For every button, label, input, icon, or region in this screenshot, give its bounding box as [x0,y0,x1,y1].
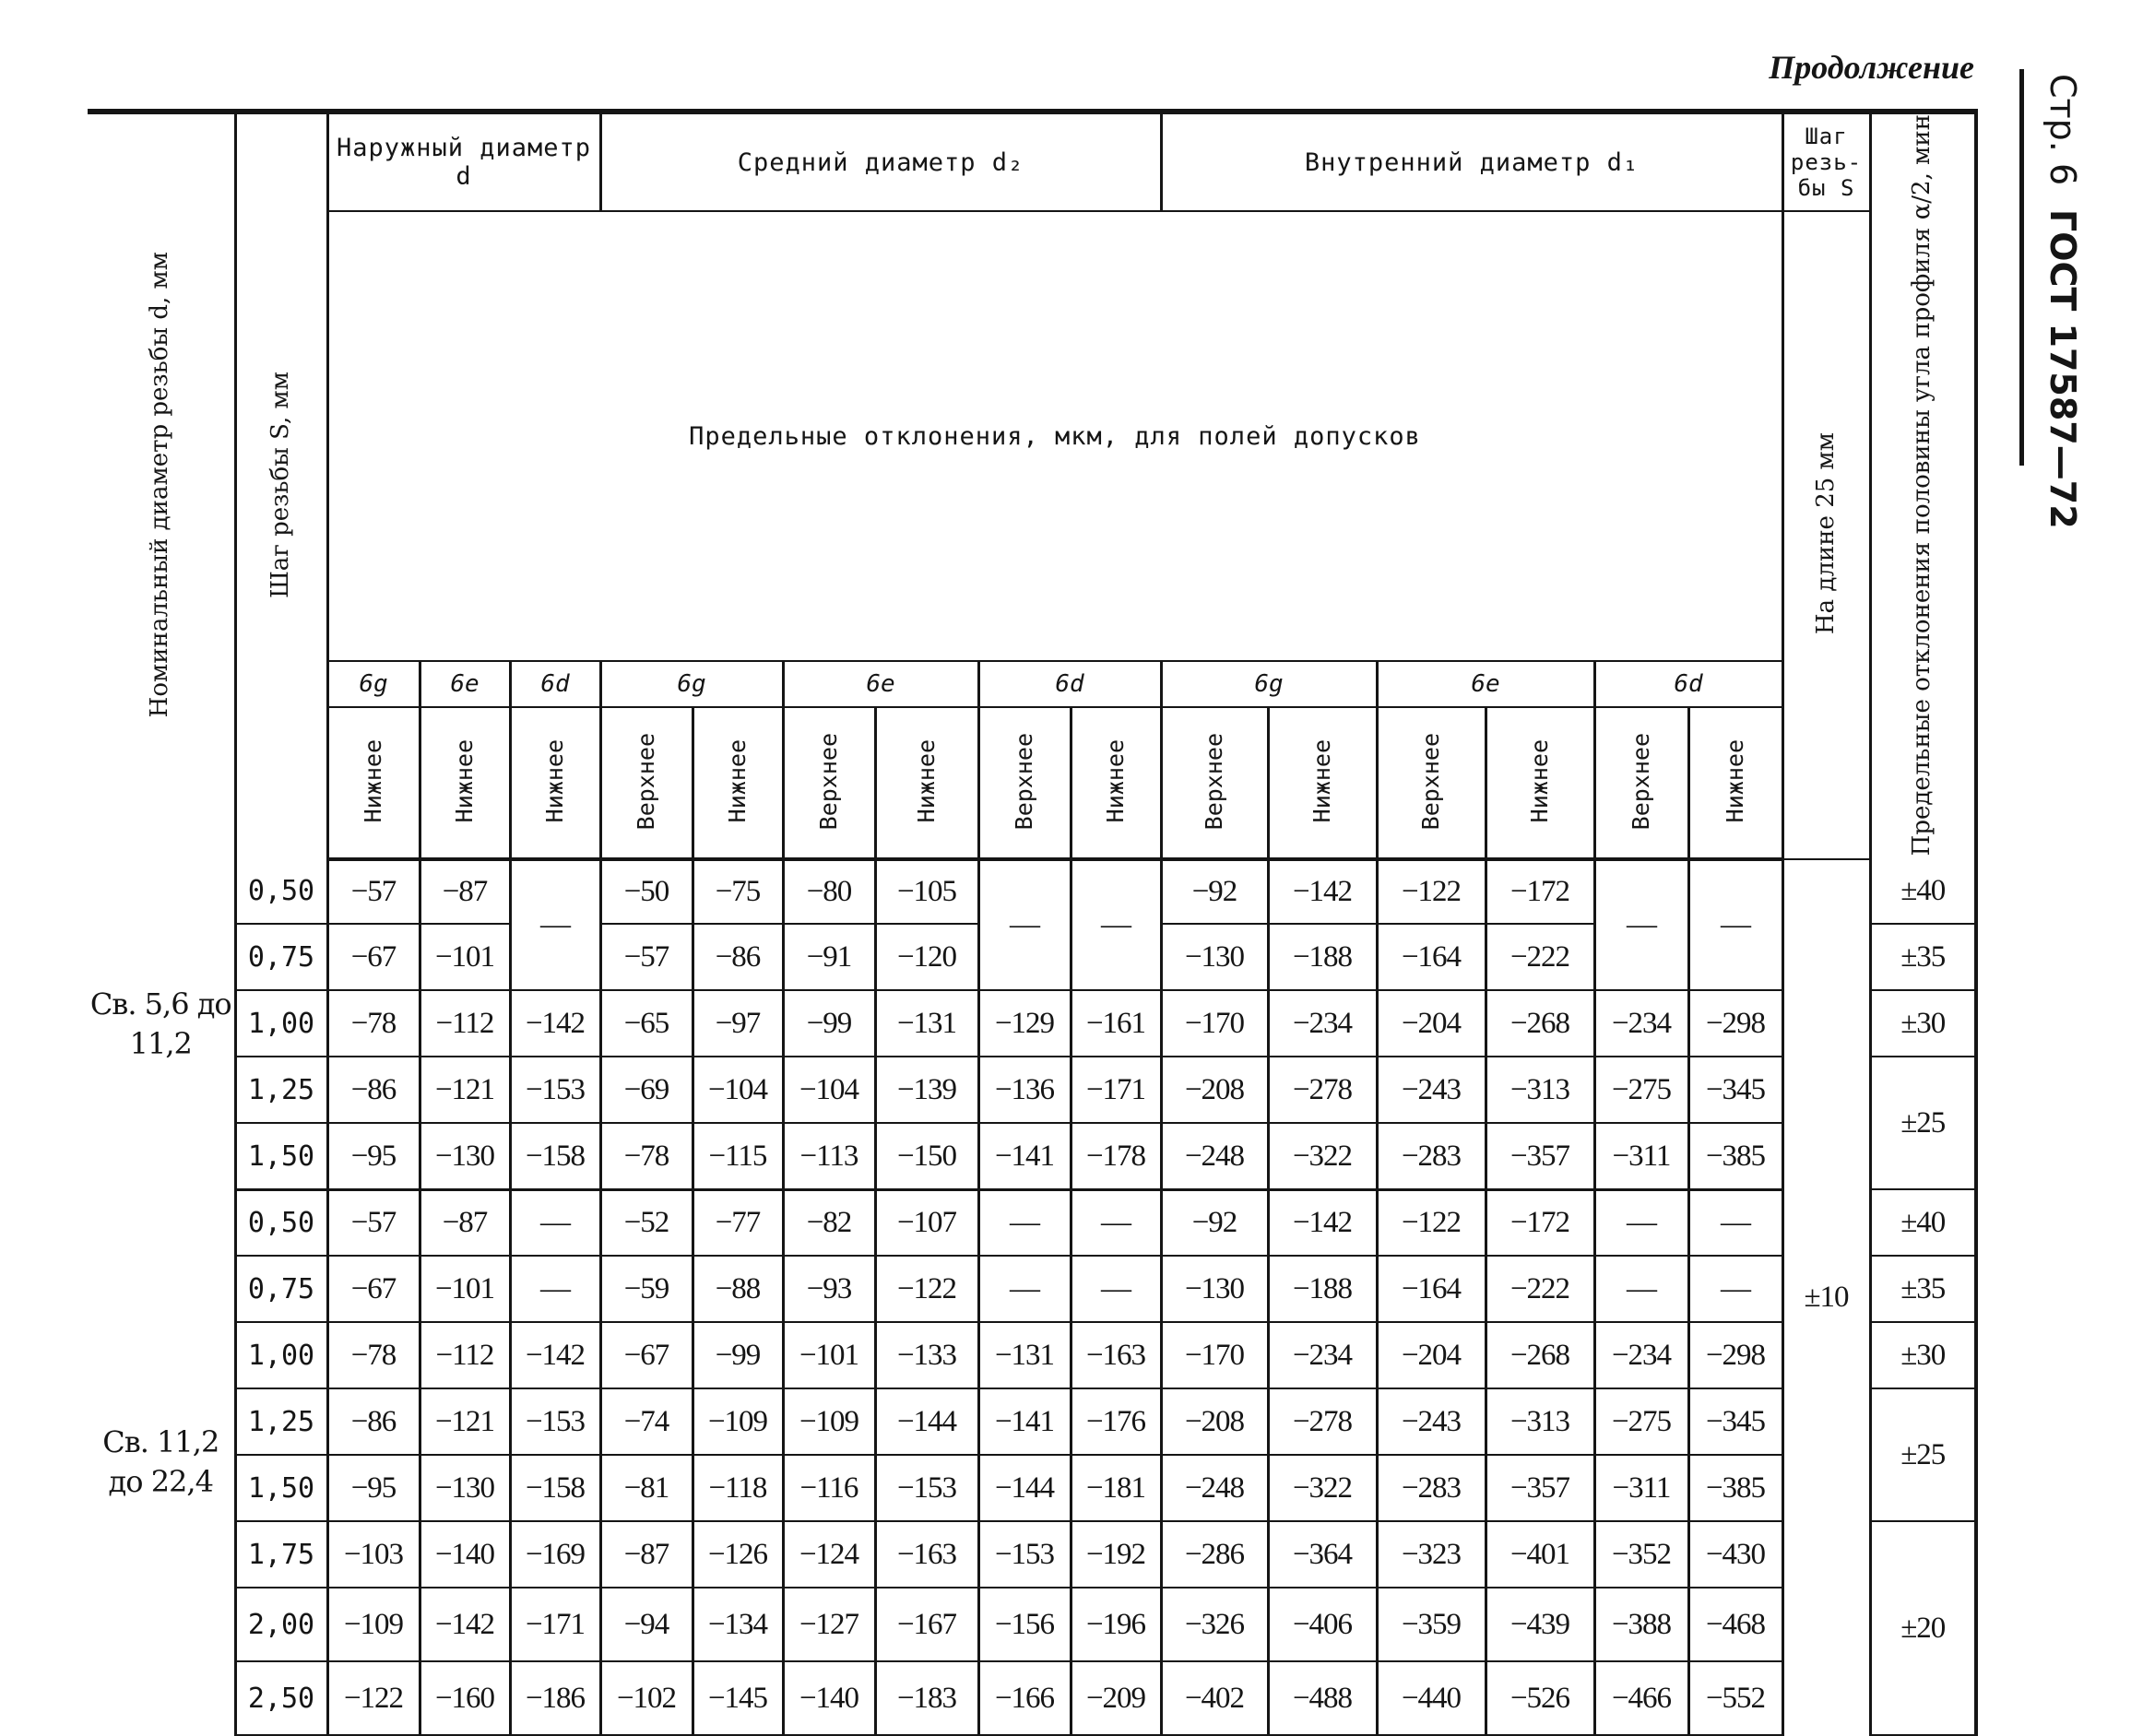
value-cell: −75 [693,859,783,924]
value-cell: −97 [693,990,783,1057]
value-cell: −298 [1688,990,1782,1057]
value-cell: −57 [327,859,420,924]
value-cell: −141 [978,1388,1071,1455]
value-cell: — [1594,1189,1688,1256]
value-cell: −140 [420,1521,510,1588]
value-cell: −103 [327,1521,420,1588]
value-cell: −142 [510,990,600,1057]
value-cell: −186 [510,1661,600,1735]
value-cell: −131 [875,990,978,1057]
angle-deviation-cell: ±35 [1870,1256,1976,1322]
value-cell: −178 [1071,1123,1161,1189]
value-cell: −81 [600,1455,693,1521]
table-row [88,1123,1976,1189]
value-cell: −130 [1161,924,1268,990]
per-length-header: На длине 25 мм [1782,211,1870,859]
value-cell: — [978,1189,1071,1256]
col-lower: Нижнее [420,707,510,859]
value-cell: −107 [875,1189,978,1256]
value-cell: −112 [420,990,510,1057]
col-lower: Нижнее [327,707,420,859]
value-cell: −150 [875,1123,978,1189]
table-body [88,859,1976,1735]
value-cell: — [510,859,600,990]
value-cell: — [1071,1256,1161,1322]
value-cell: −552 [1688,1661,1782,1735]
value-cell: — [978,859,1071,990]
value-cell: −209 [1071,1661,1161,1735]
value-cell: −385 [1688,1455,1782,1521]
angle-deviation-cell: ±25 [1870,1057,1976,1189]
table-row [88,1521,1976,1588]
value-cell: −298 [1688,1322,1782,1388]
value-cell: −50 [600,859,693,924]
value-cell: −188 [1268,1256,1377,1322]
col-upper: Верхнее [783,707,875,859]
value-cell: −322 [1268,1455,1377,1521]
value-cell: −171 [510,1588,600,1661]
value-cell: −163 [1071,1322,1161,1388]
value-cell: −92 [1161,859,1268,924]
value-cell: −278 [1268,1388,1377,1455]
value-cell: −468 [1688,1588,1782,1661]
value-cell: −104 [693,1057,783,1123]
value-cell: −323 [1377,1521,1486,1588]
value-cell: −176 [1071,1388,1161,1455]
angle-deviation-cell: ±30 [1870,1322,1976,1388]
value-cell: −204 [1377,1322,1486,1388]
table-row [88,1388,1976,1455]
table-row [88,1661,1976,1735]
value-cell: −243 [1377,1057,1486,1123]
value-cell: −121 [420,1388,510,1455]
table-row [88,1189,1976,1256]
value-cell: −139 [875,1057,978,1123]
value-cell: −526 [1486,1661,1594,1735]
col-lower: Нижнее [875,707,978,859]
value-cell: −65 [600,990,693,1057]
value-cell: — [1071,1189,1161,1256]
field-6d-d: 6d [510,661,600,707]
value-cell: −243 [1377,1388,1486,1455]
value-cell: −94 [600,1588,693,1661]
value-cell: −188 [1268,924,1377,990]
value-cell: −87 [420,859,510,924]
value-cell: −144 [875,1388,978,1455]
value-cell: −275 [1594,1057,1688,1123]
thread-step-cell: 1,25 [235,1057,327,1123]
field-6e-d1: 6e [1377,661,1594,707]
value-cell: −268 [1486,990,1594,1057]
value-cell: −67 [600,1322,693,1388]
value-cell: −74 [600,1388,693,1455]
value-cell: −208 [1161,1057,1268,1123]
value-cell: −170 [1161,990,1268,1057]
value-cell: −91 [783,924,875,990]
value-cell: −78 [327,1322,420,1388]
value-cell: −127 [783,1588,875,1661]
angle-deviation-cell: ±40 [1870,859,1976,924]
value-cell: −78 [327,990,420,1057]
thread-step-cell: 2,00 [235,1588,327,1661]
value-cell: −120 [875,924,978,990]
value-cell: −113 [783,1123,875,1189]
field-6d-d2: 6d [978,661,1161,707]
value-cell: −142 [1268,1189,1377,1256]
value-cell: −326 [1161,1588,1268,1661]
value-cell: −142 [1268,859,1377,924]
value-cell: −141 [978,1123,1071,1189]
col-lower: Нижнее [1688,707,1782,859]
value-cell: −234 [1268,1322,1377,1388]
value-cell: −57 [600,924,693,990]
thread-step-cell: 0,50 [235,859,327,924]
value-cell: −208 [1161,1388,1268,1455]
value-cell: −222 [1486,1256,1594,1322]
value-cell: — [510,1189,600,1256]
value-cell: −181 [1071,1455,1161,1521]
value-cell: −401 [1486,1521,1594,1588]
value-cell: −313 [1486,1057,1594,1123]
value-cell: −131 [978,1322,1071,1388]
field-6e-d2: 6e [783,661,978,707]
value-cell: −130 [420,1123,510,1189]
value-cell: −158 [510,1455,600,1521]
value-cell: −359 [1377,1588,1486,1661]
value-cell: −93 [783,1256,875,1322]
value-cell: −286 [1161,1521,1268,1588]
thread-step-cell: 1,75 [235,1521,327,1588]
value-cell: −126 [693,1521,783,1588]
tolerance-table [88,109,1978,1736]
value-cell: — [1594,859,1688,990]
value-cell: −402 [1161,1661,1268,1735]
table-header [88,112,1976,859]
value-cell: −99 [693,1322,783,1388]
value-cell: −153 [875,1455,978,1521]
value-cell: −86 [327,1057,420,1123]
value-cell: −248 [1161,1455,1268,1521]
value-cell: −109 [783,1388,875,1455]
value-cell: −278 [1268,1057,1377,1123]
middle-diameter-header: Средний диаметр d₂ [600,112,1161,211]
value-cell: −183 [875,1661,978,1735]
field-6g-d2: 6g [600,661,783,707]
value-cell: −196 [1071,1588,1161,1661]
table-row [88,990,1976,1057]
value-cell: −385 [1688,1123,1782,1189]
value-cell: −86 [693,924,783,990]
value-cell: — [1688,859,1782,990]
standard-number: ГОСТ 17587—72 [2042,209,2083,529]
value-cell: −158 [510,1123,600,1189]
value-cell: −142 [510,1322,600,1388]
col-lower: Нижнее [510,707,600,859]
table-row [88,859,1976,924]
value-cell: −122 [327,1661,420,1735]
thread-step-cell: 1,00 [235,990,327,1057]
value-cell: −357 [1486,1123,1594,1189]
thread-step-cell: 1,00 [235,1322,327,1388]
value-cell: −130 [1161,1256,1268,1322]
value-cell: −144 [978,1455,1071,1521]
value-cell: −153 [510,1388,600,1455]
angle-deviation-cell: ±30 [1870,990,1976,1057]
value-cell: −488 [1268,1661,1377,1735]
value-cell: −133 [875,1322,978,1388]
value-cell: — [510,1256,600,1322]
value-cell: −122 [1377,1189,1486,1256]
value-cell: −52 [600,1189,693,1256]
value-cell: −102 [600,1661,693,1735]
thread-step-cell: 0,75 [235,924,327,990]
value-cell: −164 [1377,1256,1486,1322]
outer-diameter-header: Наружный диаметр d [327,112,600,211]
value-cell: −130 [420,1455,510,1521]
value-cell: −466 [1594,1661,1688,1735]
value-cell: −122 [875,1256,978,1322]
value-cell: −95 [327,1455,420,1521]
value-cell: −204 [1377,990,1486,1057]
value-cell: −364 [1268,1521,1377,1588]
thread-step-cell: 0,50 [235,1189,327,1256]
value-cell: −118 [693,1455,783,1521]
thread-step-cell: 1,25 [235,1388,327,1455]
value-cell: −388 [1594,1588,1688,1661]
table-row [88,1256,1976,1322]
value-cell: −234 [1268,990,1377,1057]
field-6g-d1: 6g [1161,661,1377,707]
value-cell: −440 [1377,1661,1486,1735]
thread-step-header: Шаг резьбы S, мм [235,112,327,859]
value-cell: −59 [600,1256,693,1322]
value-cell: −311 [1594,1455,1688,1521]
value-cell: −136 [978,1057,1071,1123]
value-cell: −283 [1377,1123,1486,1189]
value-cell: −78 [600,1123,693,1189]
value-cell: −345 [1688,1057,1782,1123]
field-6g-d: 6g [327,661,420,707]
value-cell: −170 [1161,1322,1268,1388]
value-cell: −122 [1377,859,1486,924]
value-cell: −357 [1486,1455,1594,1521]
value-cell: −142 [420,1588,510,1661]
value-cell: −112 [420,1322,510,1388]
thread-step-cell: 2,50 [235,1661,327,1735]
value-cell: −101 [783,1322,875,1388]
field-6e-d: 6e [420,661,510,707]
value-cell: −192 [1071,1521,1161,1588]
pitch-deviation-cell: ±10 [1782,859,1870,1735]
diameter-range: Св. 5,6 до 11,2 [88,859,235,1189]
table-row [88,1455,1976,1521]
value-cell: −67 [327,1256,420,1322]
col-lower: Нижнее [1071,707,1161,859]
angle-deviation-cell: ±35 [1870,924,1976,990]
col-lower: Нижнее [1486,707,1594,859]
value-cell: −145 [693,1661,783,1735]
value-cell: −345 [1688,1388,1782,1455]
angle-deviation-cell: ±40 [1870,1189,1976,1256]
value-cell: −87 [420,1189,510,1256]
value-cell: −101 [420,924,510,990]
value-cell: −69 [600,1057,693,1123]
value-cell: −87 [600,1521,693,1588]
value-cell: −101 [420,1256,510,1322]
angle-deviation-header: Предельные отклонения половины угла профиля α/2, мин [1870,112,1976,859]
value-cell: −167 [875,1588,978,1661]
value-cell: −156 [978,1588,1071,1661]
value-cell: −116 [783,1455,875,1521]
table-row [88,1057,1976,1123]
value-cell: −67 [327,924,420,990]
value-cell: −82 [783,1189,875,1256]
value-cell: — [1688,1189,1782,1256]
side-rule [2019,69,2024,466]
thread-step-cell: 1,50 [235,1455,327,1521]
value-cell: −222 [1486,924,1594,990]
table-row [88,1322,1976,1388]
value-cell: −86 [327,1388,420,1455]
diameter-range: Св. 11,2 до 22,4 [88,1189,235,1735]
value-cell: −92 [1161,1189,1268,1256]
value-cell: −88 [693,1256,783,1322]
value-cell: −406 [1268,1588,1377,1661]
angle-deviation-cell: ±25 [1870,1388,1976,1521]
value-cell: −160 [420,1661,510,1735]
value-cell: −129 [978,990,1071,1057]
thread-pitch-header: Шаг резь-бы S [1782,112,1870,211]
value-cell: −164 [1377,924,1486,990]
value-cell: −104 [783,1057,875,1123]
value-cell: −234 [1594,990,1688,1057]
value-cell: −166 [978,1661,1071,1735]
value-cell: — [1071,859,1161,990]
value-cell: −109 [327,1588,420,1661]
value-cell: — [1594,1256,1688,1322]
value-cell: −311 [1594,1123,1688,1189]
continuation-label: Продолжение [1769,49,1974,86]
value-cell: −109 [693,1388,783,1455]
col-lower: Нижнее [693,707,783,859]
value-cell: −268 [1486,1322,1594,1388]
value-cell: −124 [783,1521,875,1588]
col-upper: Верхнее [1594,707,1688,859]
value-cell: −57 [327,1189,420,1256]
value-cell: −171 [1071,1057,1161,1123]
value-cell: — [1688,1256,1782,1322]
value-cell: −163 [875,1521,978,1588]
page-label: Стр. 6 [2042,74,2083,186]
value-cell: −275 [1594,1388,1688,1455]
value-cell: −99 [783,990,875,1057]
value-cell: −95 [327,1123,420,1189]
table-row [88,1588,1976,1661]
value-cell: −439 [1486,1588,1594,1661]
thread-step-cell: 1,50 [235,1123,327,1189]
value-cell: −105 [875,859,978,924]
value-cell: −115 [693,1123,783,1189]
value-cell: −153 [978,1521,1071,1588]
value-cell: −322 [1268,1123,1377,1189]
inner-diameter-header: Внутренний диаметр d₁ [1161,112,1782,211]
value-cell: −234 [1594,1322,1688,1388]
value-cell: −352 [1594,1521,1688,1588]
side-header [2042,74,2083,529]
value-cell: −80 [783,859,875,924]
value-cell: −121 [420,1057,510,1123]
value-cell: −283 [1377,1455,1486,1521]
value-cell: −172 [1486,859,1594,924]
col-upper: Верхнее [1377,707,1486,859]
col-upper: Верхнее [600,707,693,859]
value-cell: −248 [1161,1123,1268,1189]
limit-deviations-header: Предельные отклонения, мкм, для полей допусков [327,211,1782,661]
angle-deviation-cell: ±20 [1870,1521,1976,1735]
thread-step-cell: 0,75 [235,1256,327,1322]
nominal-diameter-header: Номинальный диаметр резьбы d, мм [88,112,235,859]
field-6d-d1: 6d [1594,661,1782,707]
value-cell: −77 [693,1189,783,1256]
value-cell: −430 [1688,1521,1782,1588]
value-cell: −140 [783,1661,875,1735]
value-cell: −313 [1486,1388,1594,1455]
col-lower: Нижнее [1268,707,1377,859]
value-cell: −172 [1486,1189,1594,1256]
value-cell: −134 [693,1588,783,1661]
col-upper: Верхнее [978,707,1071,859]
value-cell: −161 [1071,990,1161,1057]
col-upper: Верхнее [1161,707,1268,859]
value-cell: — [978,1256,1071,1322]
value-cell: −153 [510,1057,600,1123]
value-cell: −169 [510,1521,600,1588]
